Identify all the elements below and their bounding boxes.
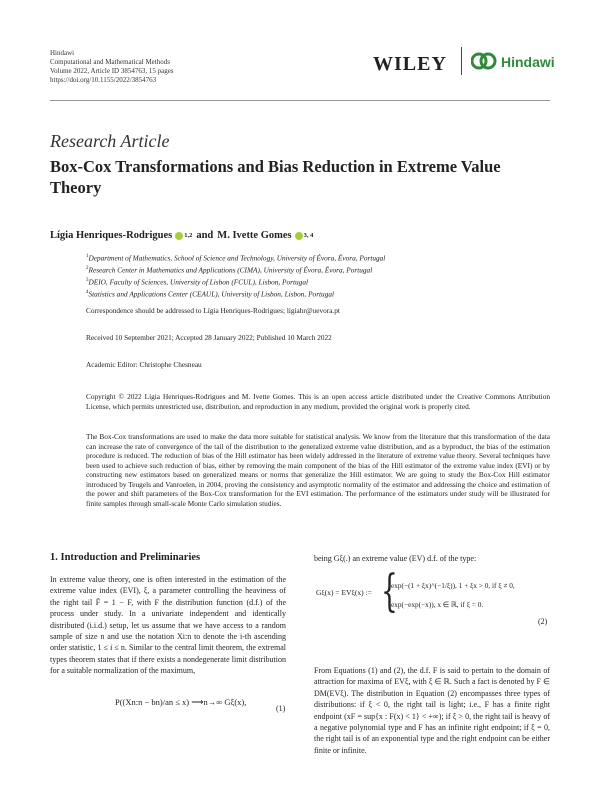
right-intro: being Gξ(.) an extreme value (EV) d.f. of the type:	[314, 554, 477, 563]
equation-2-case-2: exp(−exp(−x)), x ∈ ℝ, if ξ = 0.	[391, 600, 484, 609]
affiliations	[86, 252, 385, 300]
equation-2-brace: {	[381, 566, 398, 617]
journal-doi[interactable]: https://doi.org/10.1155/2022/3854763	[50, 76, 157, 84]
correspondence: Correspondence should be addressed to Lígia Henriques-Rodrigues; ligiahr@uevora.pt	[86, 306, 340, 315]
equation-2-number: (2)	[538, 617, 548, 626]
logo-divider	[461, 47, 462, 75]
journal-name: Computational and Mathematical Methods	[50, 58, 170, 66]
hindawi-logo-text: Hindawi	[501, 54, 555, 70]
hindawi-logo-icon	[471, 52, 497, 72]
orcid-icon[interactable]	[295, 232, 303, 240]
journal-meta	[50, 49, 174, 85]
hindawi-logo	[471, 52, 555, 72]
author-line	[50, 230, 313, 241]
intro-paragraph: In extreme value theory, one is often interested in the estimation of the extreme value index (EVI), ξ, a parameter controlling the heaviness of the right tail F̄ = 1 − F, with F the distribution function (d.f.) of the process under study. In a univariate independent and identically distributed (i.i.d.) setup, let us assume that we have access to a random sample of size n and use the notation Xi:n to denote the i-th ascending order statistic, 1 ≤ i ≤ n. Similar to the central limit theorem, the extremal types theorem states that if there exists a nondegenerate limit distribution for a suitable normalization of the maximum,	[50, 575, 286, 676]
author-1-affiliation: 1,2	[184, 232, 193, 239]
orcid-icon[interactable]	[175, 232, 183, 240]
academic-editor: Academic Editor: Christophe Chesneau	[86, 360, 202, 369]
domain-paragraph: From Equations (1) and (2), the d.f. F is said to pertain to the domain of attraction for maxima of EVξ, with ξ ∈ ℝ. Such a fact is denoted by F ∈ DM(EVξ). The distribution in Equation (2) encompasses three types of distributions: if ξ < 0, the right tail is light; i.e., F has a finite right endpoint (xF = sup{x : F(x) < 1} < +∞); if ξ > 0, the right tail is heavy of a negative polynomial type and F has an infinite right endpoint; if ξ = 0, the right tail is of an exponential type and the right endpoint can be either finite or infinite.	[314, 666, 550, 755]
affiliation-item: $^2$Research Center in Mathematics and Applications (CIMA), University of Évora, Évora, Portugal	[86, 265, 373, 275]
affiliation-item: $^4$Statistics and Applications Center (CEAUL), University of Lisbon, Lisbon, Portugal	[86, 289, 335, 299]
equation-1: P((Xn:n − bn)/an ≤ x) ⟶n→∞ Gξ(x),	[115, 697, 247, 707]
author-2-affiliation: 3, 4	[303, 232, 314, 239]
journal-publisher: Hindawi	[50, 49, 75, 57]
copyright-notice: Copyright © 2022 Lígia Henriques-Rodrigues and M. Ivette Gomes. This is an open access article distributed under the Creative Commons Attribution License, which permits unrestricted use, distribution, and reproduction in any medium, provided the original work is properly cited.	[86, 392, 550, 411]
equation-2-lhs: Gξ(x) = EVξ(x) :=	[316, 588, 372, 597]
article-type: Research Article	[50, 131, 170, 151]
author-1[interactable]: Lígia Henriques-Rodrigues	[50, 230, 173, 241]
header-rule	[50, 100, 550, 101]
affiliation-item: $^3$DEIO, Faculty of Sciences, University of Lisbon (FCUL), Lisbon, Portugal	[86, 277, 308, 287]
journal-volume: Volume 2022, Article ID 3854763, 15 pages	[50, 67, 174, 75]
article-dates: Received 10 September 2021; Accepted 28 January 2022; Published 10 March 2022	[86, 333, 332, 342]
page-title: Box-Cox Transformations and Bias Reduction in Extreme Value Theory	[50, 157, 501, 197]
equation-2-case-1: exp(−(1 + ξx)^(−1/ξ)), 1 + ξx > 0, if ξ ≠ 0,	[391, 581, 515, 590]
author-2[interactable]: M. Ivette Gomes	[217, 230, 292, 241]
affiliation-item: $^1$Department of Mathematics, School of Science and Technology, University of Évora, Évora, Portugal	[86, 253, 386, 263]
abstract: The Box-Cox transformations are used to make the data more suitable for statistical analysis. We know from the literature that this transformation of the data can increase the rate of convergence of the tail of the distribution to the generalized extreme value distribution, and as a byproduct, the bias of the estimation procedure is reduced. The reduction of bias of the Hill estimator has been widely addressed in the literature of extreme value theory. Several techniques have been used to achieve such reduction of bias, either by removing the main component of the bias of the Hill estimator of the extreme value index (EVI) or by constructing new estimators based on generalized means or norms that generalize the Hill estimator. We are going to study the Box-Cox Hill estimator introduced by Teugels and Vanroelen, in 2004, proving the consistency and asymptotic normality of the estimator and addressing the choice and estimation of the power and shift parameters of the Box-Cox transformation for the EVI estimation. The performance of the estimators under study will be illustrated for finite samples through small-scale Monte Carlo simulation studies.	[86, 432, 550, 508]
author-conjunction: and	[196, 230, 214, 241]
section-heading: 1. Introduction and Preliminaries	[50, 552, 201, 563]
wiley-logo: WILEY	[373, 53, 447, 75]
equation-1-number: (1)	[276, 704, 286, 713]
